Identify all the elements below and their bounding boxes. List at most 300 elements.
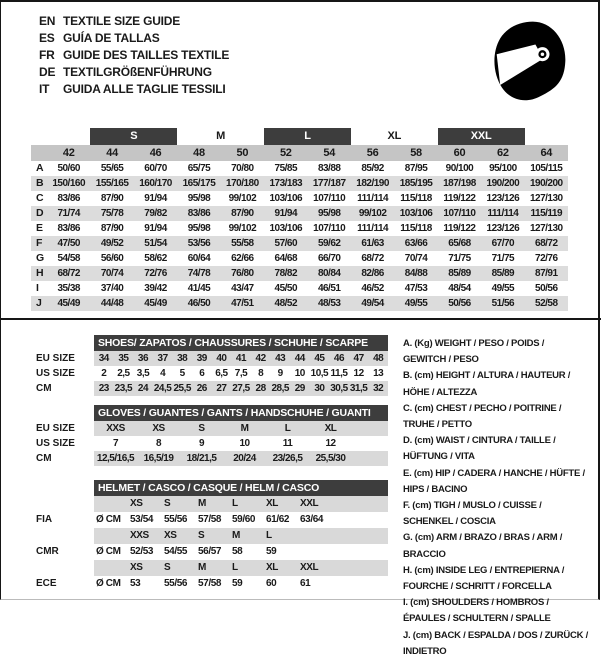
- helmet-size-label: M: [226, 528, 260, 544]
- row-label: EU SIZE: [36, 353, 75, 364]
- value-cell: 40: [212, 351, 232, 366]
- size-group-xl: XL: [387, 130, 402, 142]
- size-value: 51/54: [144, 238, 167, 249]
- size-group-l: L: [264, 128, 351, 145]
- size-value: 50/56: [448, 298, 471, 309]
- size-value: 48/53: [317, 298, 341, 309]
- spacer: [31, 145, 47, 161]
- helmet-size-row: [31, 496, 388, 512]
- gloves-rows: [31, 421, 388, 466]
- row-label: US SIZE: [36, 438, 75, 449]
- value-cell: 23: [94, 381, 114, 396]
- row-letter: F: [36, 237, 43, 249]
- value-cell: 38: [172, 351, 192, 366]
- helmet-value: 55/56: [164, 578, 188, 589]
- size-group-s: S: [90, 128, 177, 145]
- spacer: [328, 496, 388, 512]
- size-table-body: [31, 161, 568, 311]
- row-letter: I: [36, 282, 39, 294]
- helmet-value: 56/57: [198, 546, 222, 557]
- legend-item: C. (cm) CHEST / PECHO / POITRINE / TRUHE / PETTO: [403, 402, 562, 431]
- helmet-value-row: [31, 544, 388, 560]
- value-cell: 9: [198, 438, 205, 449]
- size-value: 66/70: [317, 253, 341, 264]
- size-value: 65/68: [448, 238, 471, 249]
- language-row: [39, 47, 229, 64]
- helmet-size-label: S: [158, 496, 192, 512]
- size-value: 80/84: [317, 268, 341, 279]
- gloves-title-bar: GLOVES / GUANTES / GANTS / HANDSCHUHE / GUANTI: [94, 405, 388, 421]
- value-cell: 28: [251, 381, 271, 396]
- size-value: 48/54: [448, 283, 471, 294]
- row-letter: B: [36, 177, 44, 189]
- helmet-value: 63/64: [300, 514, 324, 525]
- value-cell: 27,5: [232, 383, 250, 394]
- size-group-xxl: XXL: [438, 128, 525, 145]
- helmet-title-bar: HELMET / CASCO / CASQUE / HELM / CASCO: [94, 480, 388, 496]
- size-value: 68/72: [57, 268, 80, 279]
- value-cell: 9: [277, 368, 283, 379]
- size-value: 87/90: [231, 208, 254, 219]
- value-cell: 39: [192, 351, 212, 366]
- language-label: TEXTILE SIZE GUIDE: [63, 14, 181, 28]
- value-cell: 12: [325, 438, 336, 449]
- size-column-header: 62: [497, 147, 509, 159]
- value-cell: 30: [310, 381, 330, 396]
- row-label: EU SIZE: [36, 423, 75, 434]
- size-value: 127/130: [529, 193, 563, 204]
- size-value: 35/38: [57, 283, 80, 294]
- size-value: 95/98: [187, 193, 211, 204]
- language-code: IT: [39, 82, 50, 96]
- size-value: 115/119: [530, 208, 563, 219]
- spacer: [352, 436, 388, 451]
- size-value: 165/175: [182, 178, 216, 189]
- size-value: 48/52: [274, 298, 298, 309]
- legend-item: J. (cm) BACK / ESPALDA / DOS / ZURÜCK / INDIETRO: [403, 629, 589, 657]
- size-value: 45/50: [274, 283, 298, 294]
- helmet-size-label: L: [226, 496, 260, 512]
- size-value: 99/102: [228, 223, 257, 234]
- value-cell: 7: [112, 438, 119, 449]
- size-value: 68/72: [535, 238, 558, 249]
- language-label: GUÍA DE TALLAS: [63, 31, 160, 45]
- helmet-value: 54/55: [164, 546, 188, 557]
- value-cell: 26: [192, 381, 212, 396]
- helmet-size-label: S: [158, 560, 192, 576]
- helmet-size-label: [294, 528, 328, 544]
- size-value: 51/56: [491, 298, 515, 309]
- helmet-value: 60: [266, 578, 277, 589]
- size-row-b: [31, 176, 568, 191]
- size-value: 56/60: [100, 253, 124, 264]
- value-cell: L: [266, 421, 309, 436]
- size-group-row: [31, 128, 568, 145]
- size-value: 177/187: [312, 178, 346, 189]
- textile-size-table: [31, 128, 568, 311]
- value-cell: XS: [137, 421, 180, 436]
- legend-item: E. (cm) HIP / CADERA / HANCHE / HÜFTE / HIPS / BACINO: [403, 467, 585, 495]
- value-cell: 36: [133, 351, 153, 366]
- size-value: 103/106: [399, 208, 433, 219]
- spacer: [328, 528, 388, 544]
- row-letter: J: [36, 297, 42, 309]
- size-value: 87/90: [100, 193, 124, 204]
- size-value: 47/50: [57, 238, 80, 249]
- size-value: 64/68: [274, 253, 298, 264]
- shoes-title-bar: SHOES/ ZAPATOS / CHAUSSURES / SCHUHE / SCARPE: [94, 335, 388, 351]
- size-column-header: 58: [410, 147, 422, 159]
- language-list: [39, 13, 229, 98]
- size-value: 185/195: [399, 178, 433, 189]
- size-value: 91/94: [274, 208, 298, 219]
- row-letter: G: [36, 252, 45, 264]
- language-code: FR: [39, 48, 55, 62]
- value-cell: 25,5: [173, 383, 191, 394]
- size-value: 57/60: [274, 238, 298, 249]
- size-column-header: 46: [149, 147, 162, 159]
- value-cell: 45: [310, 351, 330, 366]
- size-value: 55/65: [100, 163, 124, 174]
- spacer: [31, 528, 94, 544]
- row-letter: D: [36, 207, 44, 219]
- helmet-value: 61: [300, 578, 311, 589]
- spacer: [94, 496, 124, 512]
- language-row: [39, 13, 229, 30]
- size-value: 44/48: [100, 298, 124, 309]
- language-row: [39, 64, 229, 81]
- size-value: 67/70: [491, 238, 515, 249]
- size-column-header: 50: [236, 147, 249, 159]
- size-value: 55/58: [231, 238, 254, 249]
- size-value: 95/98: [317, 208, 341, 219]
- size-row-j: [31, 296, 568, 311]
- row-label: CM: [36, 383, 52, 394]
- helmet-size-label: L: [226, 560, 260, 576]
- legend-item: D. (cm) WAIST / CINTURA / TAILLE / HÜFTUNG / VITA: [403, 435, 556, 463]
- size-column-header: 48: [193, 147, 205, 159]
- value-cell: 11,5: [330, 368, 348, 379]
- size-value: 83/86: [57, 223, 80, 234]
- helmet-size-label: XS: [124, 560, 158, 576]
- row-label: US SIZE: [36, 368, 75, 379]
- size-value: 87/95: [404, 163, 428, 174]
- helmet-section: [31, 480, 388, 592]
- size-value: 50/60: [57, 163, 80, 174]
- value-cell: 6,5: [215, 368, 228, 379]
- value-cell: 30,5: [330, 383, 348, 394]
- helmet-value: 59: [266, 546, 277, 557]
- spacer: [328, 544, 388, 560]
- size-value: 49/54: [361, 298, 384, 309]
- helmet-rows: [31, 496, 388, 592]
- legend-item: I. (cm) SHOULDERS / HOMBROS / ÉPAULES / SCHULTERN / SPALLE: [403, 597, 551, 625]
- size-row-a: [31, 161, 568, 176]
- value-cell: 10: [239, 438, 250, 449]
- org-label-cmr: CMR: [36, 546, 59, 557]
- size-row-g: [31, 251, 568, 266]
- value-cell: 20/24: [223, 451, 266, 466]
- helmet-size-label: L: [260, 528, 294, 544]
- row-letter: H: [36, 267, 44, 279]
- value-cell: S: [180, 421, 223, 436]
- language-code: ES: [39, 31, 55, 45]
- helmet-size-label: XXL: [294, 496, 328, 512]
- size-value: 63/66: [404, 238, 428, 249]
- size-value: 155/165: [95, 178, 129, 189]
- size-column-header: 54: [323, 147, 336, 159]
- value-cell: 3,5: [136, 368, 150, 379]
- gloves-row: [31, 436, 388, 451]
- helmet-size-label: XXL: [294, 560, 328, 576]
- size-value: 58/62: [144, 253, 167, 264]
- size-value: 95/98: [187, 223, 211, 234]
- size-value: 49/52: [100, 238, 124, 249]
- legend-item: F. (cm) TIGH / MUSLO / CUISSE / SCHENKEL / COSCIA: [403, 500, 542, 528]
- value-cell: 35: [114, 351, 134, 366]
- value-cell: 25,5/30: [309, 451, 352, 466]
- value-cell: 5: [179, 368, 185, 379]
- helmet-size-label: XS: [124, 496, 158, 512]
- size-value: 99/102: [358, 208, 387, 219]
- value-cell: 46: [329, 351, 349, 366]
- size-value: 111/114: [357, 223, 389, 234]
- size-value: 65/75: [187, 163, 211, 174]
- shoes-section: [31, 335, 388, 396]
- value-cell: 44: [290, 351, 310, 366]
- helmet-size-label: XL: [260, 560, 294, 576]
- helmet-size-label: XXS: [124, 528, 158, 544]
- size-value: 95/100: [489, 163, 517, 174]
- value-cell: 12,5/16,5: [94, 451, 137, 466]
- size-value: 50/56: [535, 283, 558, 294]
- helmet-value: 55/56: [164, 514, 188, 525]
- size-value: 79/82: [144, 208, 167, 219]
- value-cell: 7,5: [234, 368, 248, 379]
- size-value: 103/106: [269, 193, 303, 204]
- value-cell: 42: [251, 351, 271, 366]
- size-value: 71/75: [491, 253, 515, 264]
- row-label: CM: [36, 453, 52, 464]
- size-value: 190/200: [486, 178, 520, 189]
- size-value: 70/74: [100, 268, 124, 279]
- size-value: 82/86: [361, 268, 384, 279]
- gloves-section: [31, 405, 388, 466]
- helmet-value: 53: [130, 578, 141, 589]
- size-value: 43/47: [231, 283, 254, 294]
- size-value: 76/80: [231, 268, 254, 279]
- size-column-header: 56: [366, 147, 379, 159]
- value-cell: 2,5: [117, 368, 130, 379]
- size-value: 75/85: [274, 163, 298, 174]
- size-value: 87/90: [100, 223, 124, 234]
- value-cell: M: [223, 421, 266, 436]
- size-value: 46/51: [317, 283, 341, 294]
- size-value: 111/114: [487, 208, 519, 219]
- size-value: 53/56: [187, 238, 211, 249]
- helmet-size-label: S: [192, 528, 226, 544]
- size-value: 123/126: [486, 223, 520, 234]
- language-row: [39, 81, 229, 98]
- size-value: 105/115: [530, 163, 563, 174]
- size-value: 85/92: [361, 163, 384, 174]
- value-cell: 13: [373, 368, 384, 379]
- size-value: 41/45: [187, 283, 211, 294]
- helmet-size-label: XL: [260, 496, 294, 512]
- value-cell: 28,5: [271, 383, 289, 394]
- unit-label: Ø CM: [96, 514, 121, 525]
- size-value: 68/72: [361, 253, 384, 264]
- size-value: 83/88: [317, 163, 341, 174]
- size-value: 83/86: [187, 208, 211, 219]
- value-cell: 12: [353, 368, 364, 379]
- value-cell: 34: [94, 351, 114, 366]
- size-row-f: [31, 236, 568, 251]
- size-value: 78/82: [274, 268, 298, 279]
- size-value: 72/76: [144, 268, 167, 279]
- size-value: 37/40: [100, 283, 124, 294]
- legend-item: H. (cm) INSIDE LEG / ENTREPIERNA / FOURCHE / SCHRITT / FORCELLA: [403, 564, 565, 593]
- size-value: 119/122: [443, 193, 476, 204]
- legend-item: G. (cm) ARM / BRAZO / BRAS / ARM / BRACCIO: [403, 532, 563, 560]
- value-cell: 4: [160, 368, 166, 379]
- size-value: 107/110: [313, 223, 346, 234]
- org-label-fia: FIA: [36, 514, 53, 525]
- value-cell: 10: [294, 368, 305, 379]
- helmet-value: 57/58: [198, 514, 222, 525]
- value-cell: 8: [155, 438, 162, 449]
- spacer: [352, 451, 388, 466]
- spacer: [352, 421, 388, 436]
- value-cell: 11: [282, 438, 293, 449]
- helmet-value-row: [31, 512, 388, 528]
- size-value: 119/122: [443, 223, 476, 234]
- spacer: [31, 128, 90, 145]
- size-row-i: [31, 281, 568, 296]
- size-value: 46/50: [187, 298, 211, 309]
- helmet-value: [294, 544, 328, 560]
- size-value: 72/76: [535, 253, 558, 264]
- value-cell: 37: [153, 351, 173, 366]
- size-column-header: 60: [453, 147, 466, 159]
- value-cell: 29: [290, 381, 310, 396]
- size-value: 70/74: [404, 253, 428, 264]
- size-value: 99/102: [228, 193, 257, 204]
- size-row-c: [31, 191, 568, 206]
- helmet-value: 57/58: [198, 578, 222, 589]
- size-value: 74/78: [187, 268, 211, 279]
- size-column-header: 42: [62, 147, 75, 159]
- unit-label: Ø CM: [96, 546, 121, 557]
- value-cell: 6: [199, 368, 205, 379]
- size-value: 190/200: [529, 178, 563, 189]
- size-value: 60/64: [187, 253, 211, 264]
- value-cell: 43: [270, 351, 290, 366]
- helmet-size-row: [31, 528, 388, 544]
- row-letter: C: [36, 192, 44, 204]
- size-value: 84/88: [404, 268, 428, 279]
- value-cell: 10,5: [310, 368, 329, 379]
- size-value: 45/49: [57, 298, 80, 309]
- size-value: 60/70: [144, 163, 167, 174]
- size-value: 115/118: [400, 193, 432, 204]
- size-value: 103/106: [269, 223, 303, 234]
- size-value: 54/58: [57, 253, 80, 264]
- size-value: 61/63: [361, 238, 384, 249]
- value-cell: 48: [368, 351, 388, 366]
- unit-label: Ø CM: [96, 578, 121, 589]
- value-cell: 41: [231, 351, 251, 366]
- size-value: 70/80: [231, 163, 254, 174]
- size-group-m: M: [216, 130, 226, 142]
- size-value: 39/42: [144, 283, 167, 294]
- size-value: 46/52: [361, 283, 384, 294]
- spacer: [328, 576, 388, 592]
- size-column-header: 44: [106, 147, 118, 159]
- helmet-size-label: M: [192, 496, 226, 512]
- gloves-row: [31, 451, 388, 466]
- size-value: 85/89: [448, 268, 471, 279]
- size-value: 107/110: [313, 193, 346, 204]
- shoes-row: [31, 366, 388, 381]
- size-value: 59/62: [317, 238, 341, 249]
- spacer: [94, 528, 124, 544]
- size-value: 170/180: [226, 178, 259, 189]
- size-value: 91/94: [144, 223, 167, 234]
- spacer: [31, 496, 94, 512]
- org-label-ece: ECE: [36, 578, 57, 589]
- helmet-value: 59: [232, 578, 243, 589]
- helmet-size-label: M: [192, 560, 226, 576]
- row-letter: A: [36, 162, 44, 174]
- size-row-h: [31, 266, 568, 281]
- size-value: 49/55: [491, 283, 515, 294]
- helmet-value-row: [31, 576, 388, 592]
- shoes-rows: [31, 351, 388, 396]
- size-value: 111/114: [357, 193, 389, 204]
- size-value: 173/183: [269, 178, 303, 189]
- size-value: 49/55: [404, 298, 428, 309]
- size-value: 182/190: [356, 178, 389, 189]
- gloves-row: [31, 421, 388, 436]
- language-code: DE: [39, 65, 56, 79]
- size-value: 52/58: [535, 298, 558, 309]
- helmet-size-label: XS: [158, 528, 192, 544]
- size-value: 71/74: [57, 208, 80, 219]
- helmet-value: 61/62: [266, 514, 290, 525]
- size-value: 90/100: [445, 163, 474, 174]
- size-value: 123/126: [486, 193, 520, 204]
- shoes-row: [31, 351, 388, 366]
- language-label: GUIDE DES TAILLES TEXTILE: [63, 48, 230, 62]
- size-value: 47/53: [404, 283, 428, 294]
- size-value: 160/170: [139, 178, 172, 189]
- helmet-value: 53/54: [130, 514, 154, 525]
- value-cell: 8: [258, 368, 264, 379]
- value-cell: 31,5: [349, 383, 368, 394]
- size-value: 127/130: [529, 223, 563, 234]
- size-value: 45/49: [144, 298, 167, 309]
- size-value: 71/75: [448, 253, 471, 264]
- value-cell: 2: [101, 368, 107, 379]
- value-cell: 32: [368, 381, 388, 396]
- size-row-d: [31, 206, 568, 221]
- spacer: [31, 560, 94, 576]
- size-value: 83/86: [57, 193, 80, 204]
- helmet-value: 52/53: [130, 546, 154, 557]
- value-cell: 47: [349, 351, 369, 366]
- spacer: [328, 560, 388, 576]
